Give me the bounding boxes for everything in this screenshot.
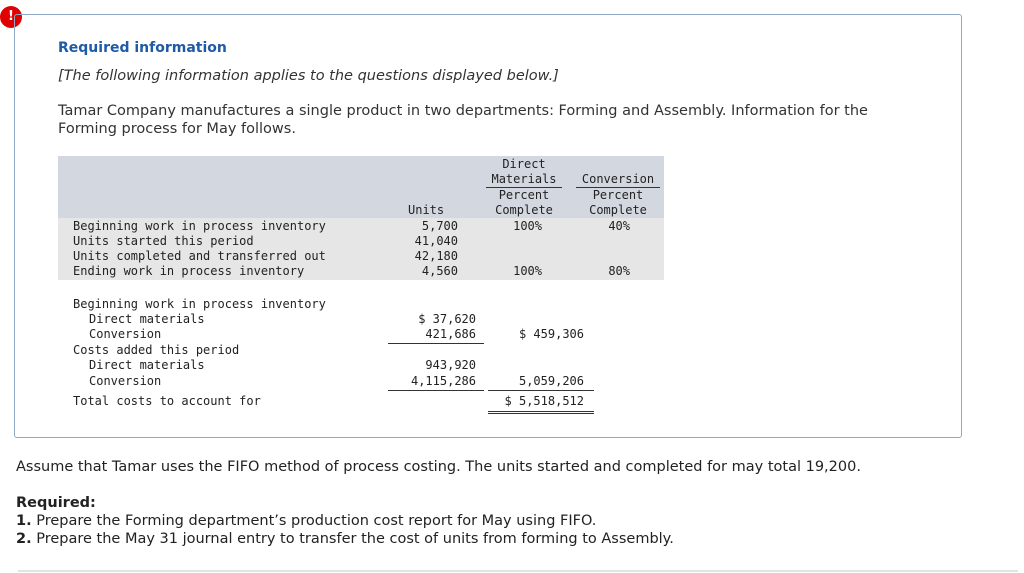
beg-conv-label: Conversion bbox=[89, 327, 162, 341]
dm-header-line3: Percent bbox=[498, 188, 550, 202]
double-rule bbox=[488, 411, 594, 412]
subtotal-rule bbox=[388, 390, 484, 391]
grand-total-cost: $ 5,518,512 bbox=[504, 394, 584, 408]
dm-header-line4: Complete bbox=[495, 203, 553, 217]
dm-header-line1: Direct bbox=[502, 157, 546, 171]
requirement-number: 1. bbox=[16, 513, 32, 529]
conv-header-line1: Conversion bbox=[576, 172, 660, 188]
add-dm-label: Direct materials bbox=[89, 358, 205, 372]
units-header: Units bbox=[408, 203, 445, 217]
required-label: Required: bbox=[16, 495, 96, 511]
add-conv-cost: 4,115,286 bbox=[410, 374, 476, 388]
data-table-header bbox=[58, 156, 664, 218]
add-total-cost: 5,059,206 bbox=[518, 374, 584, 388]
double-rule bbox=[488, 413, 594, 414]
add-conv-label: Conversion bbox=[89, 374, 162, 388]
beg-wip-cost-label: Beginning work in process inventory bbox=[73, 297, 326, 311]
requirement-text: Prepare the May 31 journal entry to transfer the cost of units from forming to Assembly. bbox=[31, 531, 674, 547]
row-units: 4,560 bbox=[421, 264, 458, 278]
row-label: Units started this period bbox=[73, 234, 254, 248]
row-units: 41,040 bbox=[414, 234, 458, 248]
subtotal-rule bbox=[388, 343, 484, 344]
total-rule bbox=[488, 390, 594, 391]
row-label: Units completed and transferred out bbox=[73, 249, 326, 263]
total-costs-label: Total costs to account for bbox=[73, 394, 261, 408]
add-dm-cost: 943,920 bbox=[425, 358, 476, 372]
dm-header-line2: Materials bbox=[486, 172, 562, 188]
row-dm-percent: 100% bbox=[513, 219, 542, 233]
panel-heading: Required information bbox=[58, 40, 227, 56]
beg-dm-label: Direct materials bbox=[89, 312, 205, 326]
row-units: 42,180 bbox=[414, 249, 458, 263]
bottom-divider bbox=[18, 570, 1018, 572]
row-dm-percent: 100% bbox=[513, 264, 542, 278]
costs-added-label: Costs added this period bbox=[73, 343, 240, 357]
conv-header-line2: Percent bbox=[592, 188, 644, 202]
alert-icon: ! bbox=[0, 6, 22, 28]
beg-dm-cost: $ 37,620 bbox=[418, 312, 476, 326]
row-label: Ending work in process inventory bbox=[73, 264, 305, 278]
fifo-assumption-text: Assume that Tamar uses the FIFO method of process costing. The units started and completed for may total 19,200. bbox=[16, 459, 861, 475]
requirement-item bbox=[16, 531, 674, 547]
conv-header-line3: Complete bbox=[589, 203, 647, 217]
requirement-text: Prepare the Forming department’s production cost report for May using FIFO. bbox=[31, 513, 597, 529]
requirement-number: 2. bbox=[16, 531, 32, 547]
intro-paragraph: Tamar Company manufactures a single product in two departments: Forming and Assembly. Information for the Forming process for May follows. bbox=[58, 103, 868, 137]
beg-total-cost: $ 459,306 bbox=[518, 327, 584, 341]
info-note: [The following information applies to the questions displayed below.] bbox=[58, 68, 559, 84]
row-units: 5,700 bbox=[421, 219, 458, 233]
row-label: Beginning work in process inventory bbox=[73, 219, 326, 233]
row-conv-percent: 40% bbox=[608, 219, 630, 233]
row-conv-percent: 80% bbox=[608, 264, 630, 278]
beg-conv-cost: 421,686 bbox=[425, 327, 476, 341]
requirement-item bbox=[16, 513, 596, 529]
